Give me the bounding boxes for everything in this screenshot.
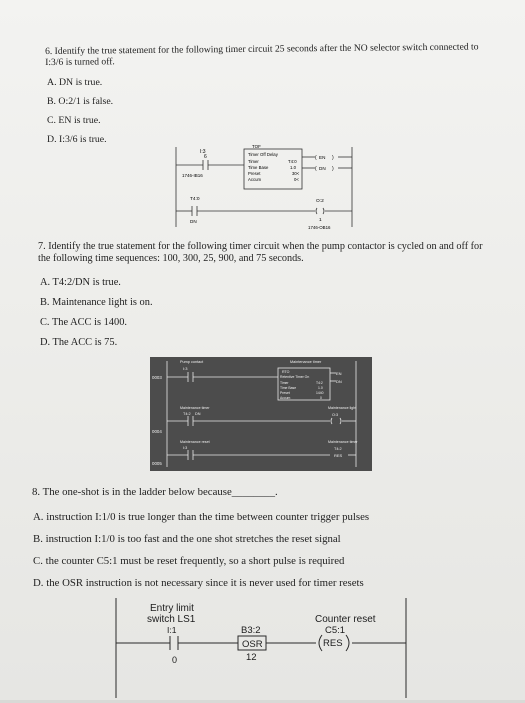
q6-timebase-label: Time Base [248,165,269,170]
q7-option-d[interactable]: D. The ACC is 75. [40,337,118,348]
q7-pump-label: Pump contact [180,360,204,364]
q7-c2-bit: DN [195,412,201,416]
q7-c2-label: Maintenance timer [180,406,210,410]
q7-c2-addr: T4:2 [183,412,191,416]
q7-res-text: RES [334,453,343,458]
q8-entry-addr: I:1 [167,625,177,635]
q7-ladder-svg [150,357,372,471]
q7-timer-label: Timer [280,381,289,385]
q6-en-coil-close: ) [332,155,334,161]
q6-option-c[interactable]: C. EN is true. [47,115,101,126]
q6-timer-label: Timer [248,159,259,164]
q6-out-module: 1746-OB16 [308,225,331,230]
q6-en-label: EN [319,155,326,160]
q8-entry-label-2: switch LS1 [147,614,196,625]
q6-accum-val: 0< [294,177,299,182]
q7-block-title: RTO [282,370,290,374]
q7-timebase-label: Time Base [280,386,297,390]
q7-rung3-num: 0005 [152,461,162,466]
q6-option-a[interactable]: A. DN is true. [47,77,103,88]
q6-dn-coil-close: ) [332,166,334,172]
q6-option-d[interactable]: D. I:3/6 is true. [47,134,107,145]
q8-question: 8. The one-shot is in the ladder below because________. [32,486,278,498]
q7-res-addr: T4:2 [334,447,342,451]
q6-preset-label: Preset [248,171,261,176]
q7-option-b[interactable]: B. Maintenance light is on. [40,297,153,308]
q6-input-addr: I:3 [200,149,206,155]
q7-accum-label: Accum [280,396,291,400]
q7-timebase-val: 1.0 [318,386,323,390]
q7-rung1-num: 0003 [152,375,162,380]
q6-out-bit: 1 [319,218,322,223]
q6-dn-label: DN [319,166,326,171]
q6-block-title: TOF [252,144,261,149]
q6-dn-coil: ( [315,166,317,172]
q8-osr-bit: 12 [246,652,257,663]
q6-ladder-diagram [170,143,360,231]
q7-maint-timer-label: Maintenance timer [290,360,322,364]
q8-option-b[interactable]: B. instruction I:1/0 is too fast and the one shot stretches the reset signal [33,533,341,545]
q6-accum-label: Accum [248,177,262,182]
q8-ladder-svg [110,598,415,698]
q7-pump-addr: I:3 [183,366,188,371]
q7-option-a[interactable]: A. T4:2/DN is true. [40,277,121,288]
q7-ladder-diagram [150,357,372,471]
q8-reset-addr: C5:1 [325,625,346,636]
q8-entry-label-1: Entry limit [150,603,194,614]
q7-question: 7. Identify the true statement for the following timer circuit when the pump contactor is cycled on and off for the following time sequences: 100, 300, 25, 900, and 75 seconds. [38,241,483,264]
q6-ladder-svg [170,143,360,231]
q7-option-c[interactable]: C. The ACC is 1400. [40,317,127,328]
q6-option-b[interactable]: B. O:2/1 is false. [47,96,114,107]
q6-input-module: 1746-IB16 [182,173,203,178]
q7-light-addr: O:3 [332,413,339,417]
q6-timebase-val: 1.0 [290,165,296,170]
q7-preset-label: Preset [280,391,290,395]
q8-reset-text: RES [323,638,343,649]
q8-option-d[interactable]: D. the OSR instruction is not necessary since it is never used for timer resets [33,577,364,589]
q6-input-bit: 6 [204,154,207,160]
q8-option-c[interactable]: C. the counter C5:1 must be reset frequently, so a short pulse is required [33,555,345,567]
q7-dn-label: DN [336,379,342,384]
q7-light-label: Maintenance light [328,406,357,410]
q8-ladder-diagram [110,598,415,698]
q6-preset-val: 30< [292,171,300,176]
q6-timer-val: T4:0 [288,159,297,164]
q6-contact-bit: DN [190,219,197,224]
q8-option-a[interactable]: A. instruction I:1/0 is true longer than the time between counter trigger pulses [33,511,370,523]
q6-question: 6. Identify the true statement for the following timer circuit 25 seconds after the NO selector switch connected to I:3/6 is turned off. [45,41,479,68]
q7-c3-addr: I:3 [183,446,188,450]
q7-preset-val: 1440 [316,391,324,395]
q6-en-coil: ( [315,155,317,161]
q7-en-label: EN [336,371,342,376]
q6-contact-addr: T4:0 [190,197,200,202]
q7-accum-val: 0 [320,396,322,400]
q6-out-addr: O:2 [316,199,324,204]
q8-entry-bit: 0 [172,655,178,665]
q7-block-name: Retentive Timer On [280,375,310,379]
q7-res-label: Maintenance timer [328,440,358,444]
q8-osr-addr: B3:2 [241,625,261,636]
q6-block-name: Timer Off Delay [248,152,278,157]
q8-reset-label: Counter reset [315,614,376,625]
q7-c3-label: Maintenance reset [180,440,210,444]
q8-osr-text: OSR [242,639,263,650]
q7-timer-val: T4:2 [316,381,323,385]
q7-rung2-num: 0004 [152,429,162,434]
